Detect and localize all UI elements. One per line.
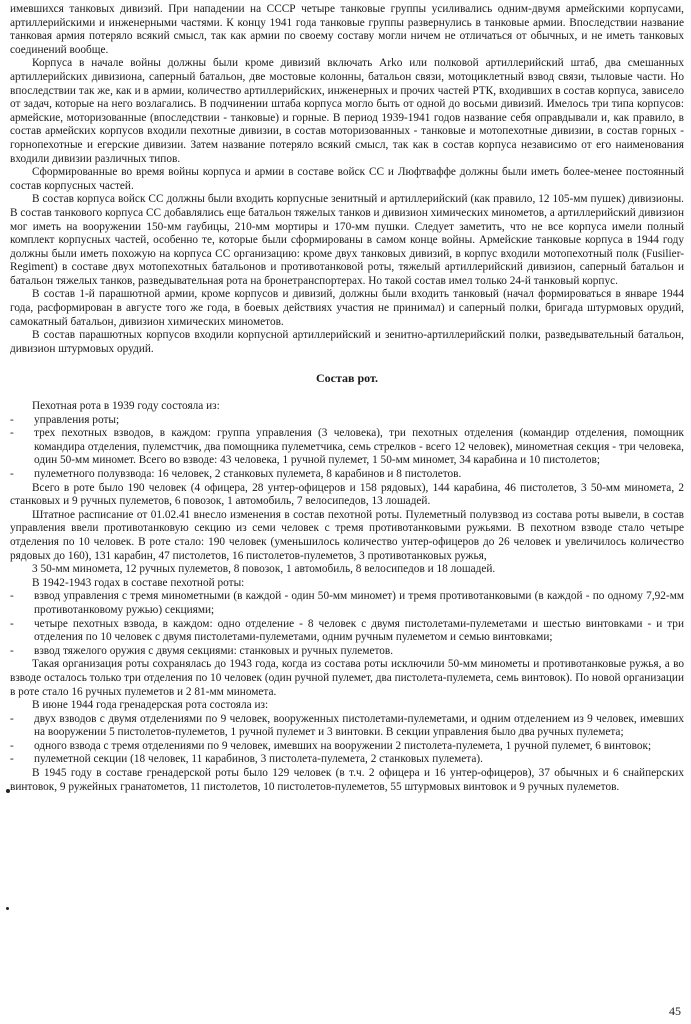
list-item-text: трех пехотных взводов, в каждом: группа управления (3 человека), три пехотных отделения (командир отделения, помощник командира отделения, пулемстчик, два помощника пулеметчика, семь стрелков - всего 12 человек), минометная секция - три человека, один 50-мм миномет. Всего во взводе: 43 человека, 1 ручной пулемет, 1 50-мм миномет, 34 карабина и 10 пистолетов;: [34, 427, 684, 467]
list-item-text: взвод тяжелого оружия с двумя секциями: станковых и ручных пулеметов.: [34, 644, 394, 657]
scan-speck: [6, 907, 9, 910]
list-dash: -: [10, 590, 14, 603]
paragraph-armies: имевшихся танковых дивизий. При нападении на СССР четыре танковые группы усиливались одним-двумя армейскими корпусами, артиллерийскими и инженерными частями. К концу 1941 года танковые группы развернулись в танковые армии. Впоследствии название танковая армия потеряло всякий смысл, так как армии по своему составу могли ничем не отличаться от обычных, и не иметь танковых соединений вообще.: [10, 3, 684, 56]
list-dash: -: [10, 644, 14, 657]
section-heading: Состав рот.: [315, 371, 379, 386]
list-item: [10, 713, 684, 740]
list-item-text: четыре пехотных взвода, в каждом: одно отделение - 8 человек с двумя пистолетами-пулеметами и шестью винтовками - и три отделения по 10 человек с двумя пистолетами-пулеметами, одним ручным пулеметом и семью винтовками;: [34, 617, 684, 644]
list-item-text: пулеметного полувзвода: 16 человек, 2 станковых пулемета, 8 карабинов и 8 пистолетов.: [34, 468, 462, 480]
paragraph-corps: Корпуса в начале войны должны были кроме дивизий включать Arko или полковой артиллерийский штаб, два смешанных артиллерийских дивизиона, саперный батальон, две мостовые колонны, батальон связи, мотоциклетный взвод связи, тыловые части. Но впоследствии так же, как и в армии, количество артиллерийских, инженерных и прочих частей РТК, входивших в состав корпуса, зависело от задач, которые на него возлагались. В подчинении штаба корпуса могло быть от одной до восьми дивизий. Имелось три типа корпусов: армейские, моторизованные (впоследствии - танковые) и горные. В период 1939-1941 годов название себя оправдывали и, как правило, в состав армейских корпусов входили пехотные дивизии, в состав моторизованных - танковые и мотопехотные дивизии, в состав горных - горнопехотные и егерские дивизии. Затем название потеряло всякий смысл, так как в состав корпуса независимо от его наименования входили дивизии различных типов.: [10, 57, 684, 165]
list-item: [10, 645, 684, 659]
page-text: [10, 3, 684, 794]
paragraph-1945: В 1945 году в составе гренадерской роты было 129 человек (в т.ч. 2 офицера и 16 унтер-офицеров), 37 обычных и 6 снайперских винтовок, 9 ружейных гранатометов, 11 пистолетов, 10 пистолетов-пулеметов, 55 штурмовых винтовок и 9 ручных пулеметов.: [10, 767, 684, 793]
list-item: [10, 753, 684, 767]
paragraph-1939: Пехотная рота в 1939 году состояла из:: [32, 400, 220, 413]
list-dash: -: [10, 712, 14, 725]
list-item: [10, 740, 684, 754]
page-number: 45: [669, 1004, 681, 1018]
paragraph-1941-continued: 3 50-мм миномета, 12 ручных пулеметов, 8 повозок, 1 автомобиль, 8 велосипедов и 18 лошадей.: [32, 563, 496, 576]
list-item: [10, 590, 684, 617]
list-dash: -: [10, 427, 14, 440]
paragraph-1942: В 1942-1943 годах в составе пехотной роты:: [32, 576, 245, 589]
list-item-text: двух взводов с двумя отделениями по 9 человек, вооруженных пистолетами-пулеметами, и одним отделением из 9 человек, имевших на вооружении 5 пистолетов-пулеметов, 1 ручной пулемет и 3 винтовки. В секции управления было два ручных пулемета;: [34, 712, 684, 739]
list-item-text: одного взвода с тремя отделениями по 9 человек, имевших на вооружении 2 пистолета-пулемета, 1 ручной пулемет, 6 винтовок;: [34, 739, 652, 752]
list-item-text: взвод управления с тремя минометными (в каждой - один 50-мм миномет) и тремя противотанковыми (в каждой - по одному 7,92-мм противотанковому ружью) секциями;: [34, 590, 684, 616]
paragraph-total-1939: Всего в роте было 190 человек (4 офицера, 28 унтер-офицеров и 158 рядовых), 144 карабина, 46 пистолетов, 3 50-мм миномета, 2 станковых и 9 ручных пулеметов, 6 повозок, 1 автомобиль, 7 велосипедов, 13 лошадей.: [10, 481, 684, 508]
paragraph-ss-luftwaffe: Сформированные во время войны корпуса и армии в составе войск СС и Люфтваффе должны были иметь более-менее постоянный состав корпусных частей.: [10, 166, 684, 192]
list-item: [10, 618, 684, 645]
list-dash: -: [10, 753, 14, 766]
list-dash: -: [10, 739, 14, 752]
list-item: [10, 468, 684, 482]
paragraph-1944: В июне 1944 года гренадерская рота состояла из:: [32, 699, 269, 712]
list-dash: -: [10, 617, 14, 630]
list-item: [10, 427, 684, 468]
paragraph-parachute-corps: В состав парашютных корпусов входили корпусной артиллерийский и зенитно-артиллерийский полки, разведывательный батальон, дивизион штурмовых орудий.: [10, 329, 684, 355]
list-dash: -: [10, 413, 14, 426]
paragraph-1943: Такая организация роты сохранялась до 1943 года, когда из состава роты исключили 50-мм минометы и противотанковые ружья, а во взводе осталось только три отделения по 10 человек (один ручной пулемет, два пистолета-пулемета, семь винтовок). По новой организации в роте стало 16 ручных пулеметов и 2 81-мм миномета.: [10, 658, 684, 698]
paragraph-parachute-army: В состав 1-й парашютной армии, кроме корпусов и дивизий, должны были входить танковый (начал формироваться в январе 1944 года, расформирован в августе того же года, в боевых действиях участия не принимал) и саперный полки, бригада штурмовых орудий, самокатный батальон, дивизион химических минометов.: [10, 288, 684, 328]
list-dash: -: [10, 468, 14, 480]
paragraph-1941: Штатное расписание от 01.02.41 внесло изменения в состав пехотной роты. Пулеметный полувзвод из состава роты вывели, в состав управления ввели противотанковую секцию из семи человек с тремя противотанковыми ружьями. В пехотном взводе стало четыре отделения по 10 человек. В роте стало: 190 человек (уменьшилось количество унтер-офицеров до 26 человек и увеличилось количество рядовых до 160), 131 карабин, 47 пистолетов, 16 пистолетов-пулеметов, 3 противотанковых ружья,: [10, 508, 684, 562]
list-item-text: управления роты;: [34, 413, 120, 426]
scan-speck: [6, 789, 10, 793]
paragraph-ss-corps: В состав корпуса войск СС должны были входить корпусные зенитный и артиллерийский (как правило, 12 105-мм пушек) дивизионы. В состав танкового корпуса СС добавлялись еще батальон тяжелых танков и дивизион химических минометов, а артиллерийский дивизион мог иметь на вооружении 150-мм гаубицы, 210-мм мортиры и 170-мм пушки. Следует заметить, что не все корпуса имели полный комплект корпусных частей, особенно те, которые были сформированы в самом конце войны. Армейские танковые корпуса в 1944 году должны были иметь похожую на корпуса СС организацию: кроме двух танковых дивизий, в корпус входили мотопехотный полк (Fusilier-Regiment) в составе двух мотопехотных батальонов и противотанковой роты, тяжелый артиллерийский дивизион, саперный батальон и батальон тяжелых танков, разведывательная рота на бронетранспортерах. Но такой состав имел только 24-й танковый корпус.: [10, 193, 684, 287]
list-item-text: пулеметной секции (18 человек, 11 карабинов, 3 пистолета-пулемета, 2 станковых пулемета).: [34, 753, 483, 766]
list-item: [10, 414, 684, 428]
